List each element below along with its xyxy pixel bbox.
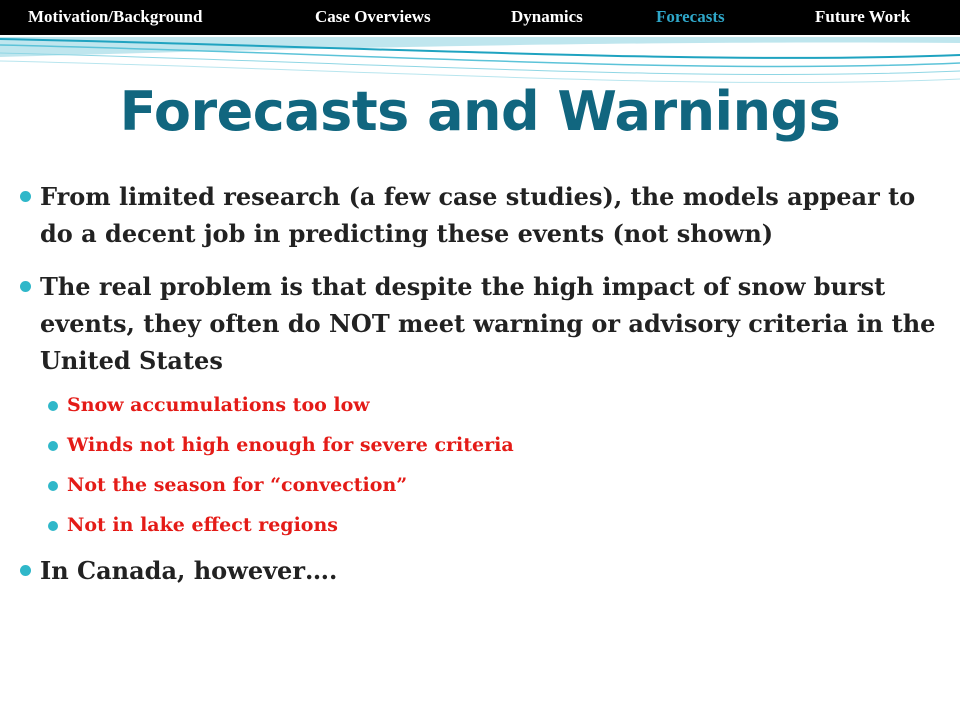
sub-bullet-text: Not the season for “convection”	[67, 474, 408, 496]
bullet-text: From limited research (a few case studies), the models appear to do a decent job in predicting these events (not shown)	[40, 182, 916, 248]
nav-item-forecasts[interactable]: Forecasts	[656, 7, 725, 26]
nav-item-future-work[interactable]: Future Work	[815, 7, 911, 26]
bullet-item	[20, 268, 940, 379]
sub-bullet-item	[48, 432, 940, 459]
sub-bullet-icon	[48, 401, 58, 411]
sub-bullet-icon	[48, 441, 58, 451]
nav-bar	[0, 0, 960, 35]
nav-item-dynamics[interactable]: Dynamics	[511, 7, 583, 26]
sub-bullet-text: Not in lake effect regions	[67, 514, 338, 536]
nav-item-motivation[interactable]: Motivation/Background	[28, 7, 203, 26]
nav-item-case-overviews[interactable]: Case Overviews	[315, 7, 431, 26]
sub-bullet-text: Winds not high enough for severe criteria	[67, 434, 514, 456]
bullet-item	[20, 552, 940, 589]
sub-bullet-list	[20, 392, 940, 539]
bullet-icon	[20, 191, 31, 202]
slide-title: Forecasts and Warnings	[119, 80, 841, 143]
bullet-icon	[20, 281, 31, 292]
sub-bullet-item	[48, 392, 940, 419]
bullet-text: The real problem is that despite the high impact of snow burst events, they often do NOT meet warning or advisory criteria in the United States	[40, 272, 936, 375]
sub-bullet-item	[48, 512, 940, 539]
sub-bullet-icon	[48, 521, 58, 531]
sub-bullet-text: Snow accumulations too low	[67, 394, 370, 416]
sub-bullet-icon	[48, 481, 58, 491]
sub-bullet-item	[48, 472, 940, 499]
bullet-icon	[20, 565, 31, 576]
bullet-text: In Canada, however….	[40, 556, 338, 585]
bullet-item	[20, 178, 940, 252]
bullet-list	[20, 178, 940, 605]
